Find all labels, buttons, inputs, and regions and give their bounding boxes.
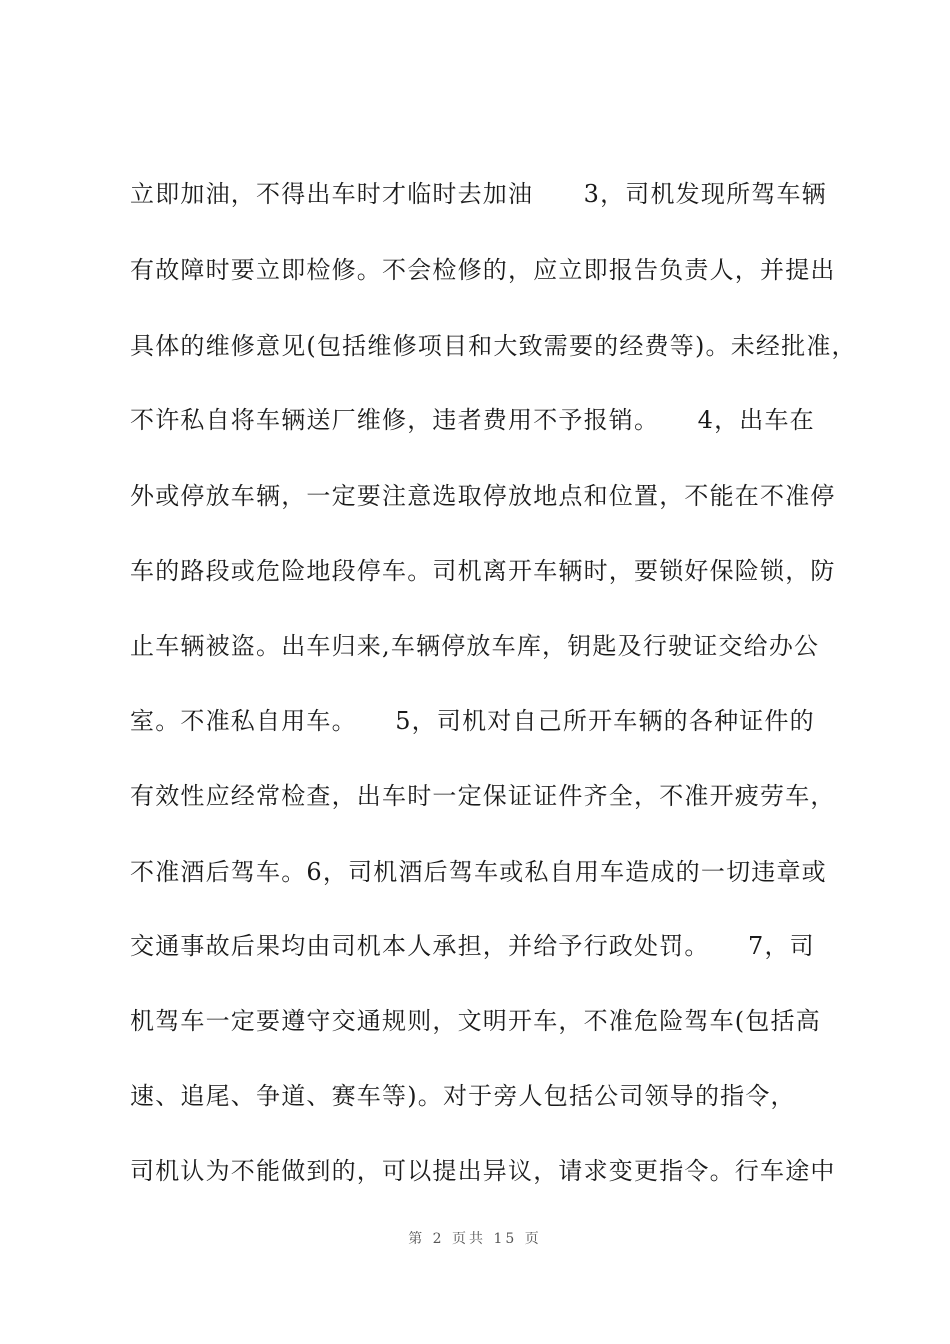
body-text-line: 立即加油，不得出车时才临时去加油 3，司机发现所驾车辆 [130, 180, 827, 208]
body-text-line: 不准酒后驾车。6，司机酒后驾车或私自用车造成的一切违章或 [130, 858, 827, 886]
body-text-line: 室。不准私自用车。 5，司机对自己所开车辆的各种证件的 [130, 707, 815, 735]
page-number-footer: 第 2 页共 15 页 [408, 1231, 542, 1247]
body-text-line: 外或停放车辆，一定要注意选取停放地点和位置，不能在不准停 [130, 482, 836, 510]
body-text-line: 止车辆被盗。出车归来,车辆停放车库，钥匙及行驶证交给办公 [130, 632, 820, 660]
body-text-line: 车的路段或危险地段停车。司机离开车辆时，要锁好保险锁，防 [130, 557, 836, 585]
body-text-line: 具体的维修意见(包括维修项目和大致需要的经费等)。未经批准， [130, 332, 857, 360]
body-text-line: 有故障时要立即检修。不会检修的，应立即报告负责人，并提出 [130, 256, 836, 284]
body-text-line: 速、追尾、争道、赛车等)。对于旁人包括公司领导的指令， [130, 1082, 796, 1110]
body-text-line: 交通事故后果均由司机本人承担，并给予行政处罚。 7，司 [130, 932, 815, 960]
body-text-line: 不许私自将车辆送厂维修，违者费用不予报销。 4，出车在 [130, 406, 815, 434]
body-text-line: 有效性应经常检查，出车时一定保证证件齐全，不准开疲劳车， [130, 782, 836, 810]
body-text-line: 司机认为不能做到的，可以提出异议，请求变更指令。行车途中 [130, 1157, 836, 1185]
body-text-line: 机驾车一定要遵守交通规则，文明开车，不准危险驾车(包括高 [130, 1007, 821, 1035]
